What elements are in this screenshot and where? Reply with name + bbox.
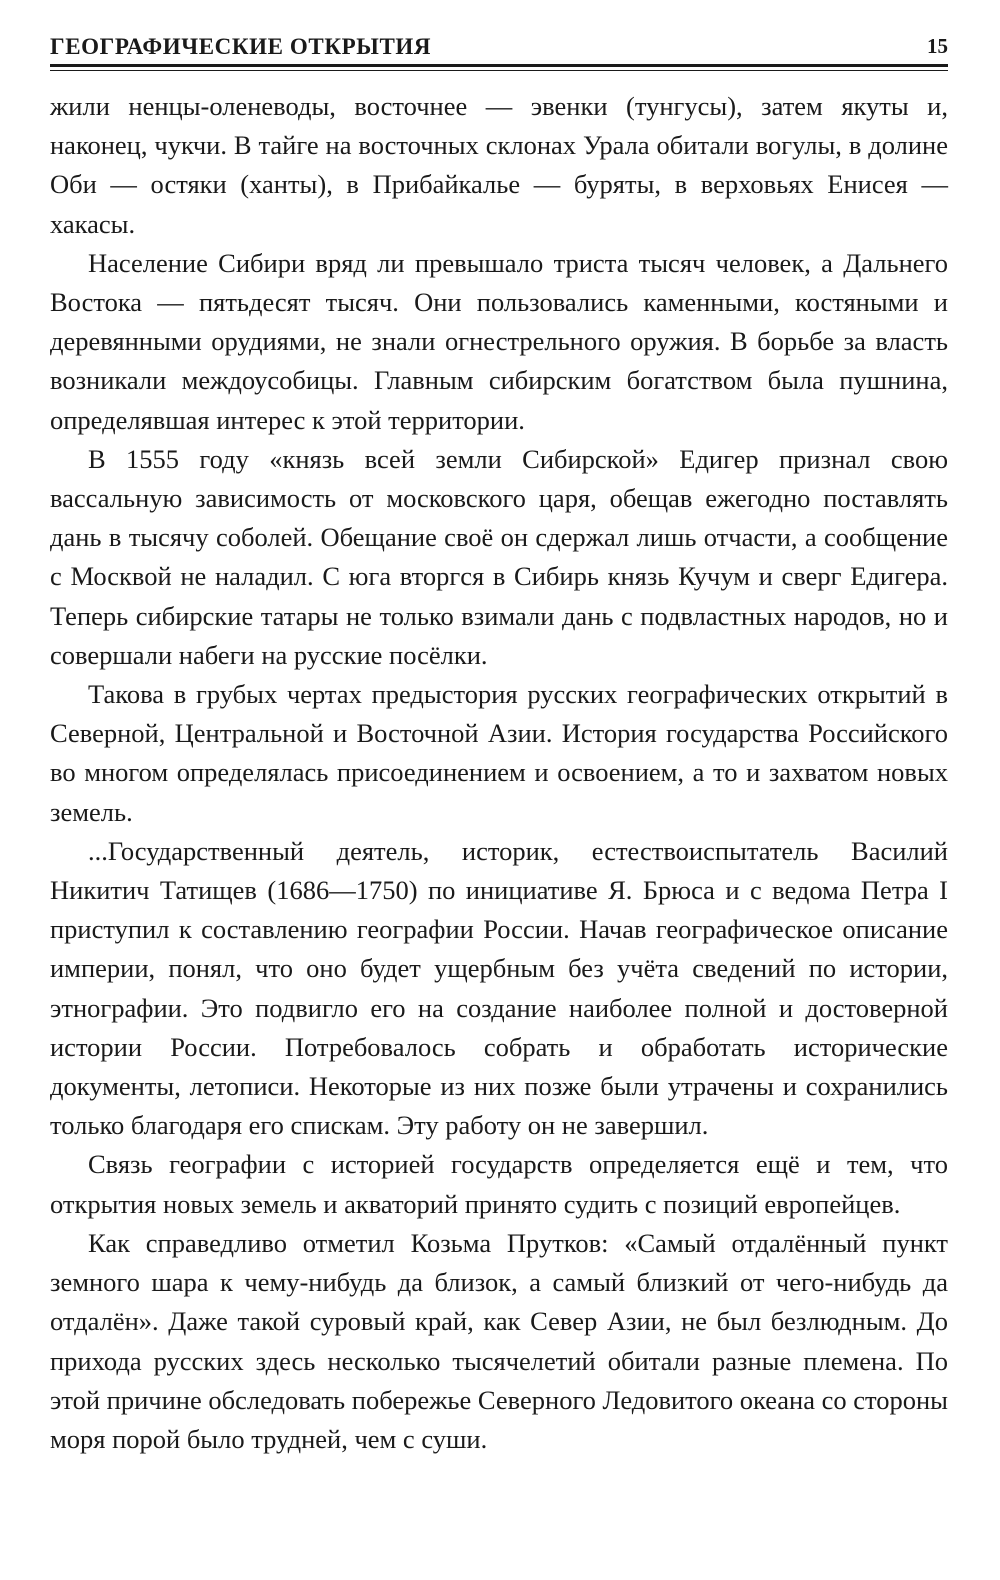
paragraph: Связь географии с историей государств определяется ещё и тем, что открытия новых земель и акваторий принято судить с позиций европейцев. [50,1149,948,1219]
header-rule-thin [50,70,948,71]
body-text [50,87,948,1459]
paragraph: Население Сибири вряд ли превышало триста тысяч человек, а Дальнего Востока — пятьдесят тысяч. Они пользовались каменными, костяными и деревянными орудиями, не знали огнестрельного оружия. В борьбе за власть возникали междоусобицы. Главным сибирским богатством была пушнина, определявшая интерес к этой территории. [50,247,948,435]
paragraph-continued: жили ненцы-оленеводы, восточнее — эвенки (тунгусы), затем якуты и, наконец, чукчи. В тайге на восточных склонах Урала обитали вогулы, в долине Оби — остяки (ханты), в Прибайкалье — буряты, в верховьях Енисея — хакасы. [50,91,948,239]
paragraph: Как справедливо отметил Козьма Прутков: «Самый отдалённый пункт земного шара к чему-нибудь да близок, а самый близкий от чего-нибудь да отдалён». Даже такой суровый край, как Север Азии, не был безлюдным. До прихода русских здесь несколько тысячелетий обитали разные племена. По этой причине обследовать побережье Северного Ледовитого океана со стороны моря порой было трудней, чем с суши. [50,1227,948,1454]
paragraph: Такова в грубых чертах предыстория русских географических открытий в Северной, Центральной и Восточной Азии. История государства Российского во многом определялась присоединением и освоением, а то и захватом новых земель. [50,679,948,827]
page-number: 15 [927,34,948,58]
running-head [50,26,948,62]
paragraph: В 1555 году «князь всей земли Сибирской» Едигер признал свою вассальную зависимость от московского царя, обещав ежегодно поставлять дань в тысячу соболей. Обещание своё он сдержал лишь отчасти, а сообщение с Москвой не наладил. С юга вторгся в Сибирь князь Кучум и сверг Едигера. Теперь сибирские татары не только взимали дань с подвластных народов, но и совершали набеги на русские посёлки. [50,443,948,670]
header-rule-thick [50,64,948,67]
section-title: ГЕОГРАФИЧЕСКИЕ ОТКРЫТИЯ [50,34,432,59]
paragraph: ...Государственный деятель, историк, естествоиспытатель Василий Никитич Татищев (1686—1750) по инициативе Я. Брюса и с ведома Петра I приступил к составлению географии России. Начав географическое описание империи, понял, что оно будет ущербным без учёта сведений по истории, этнографии. Это подвигло его на создание наиболее полной и достоверной истории России. Потребовалось собрать и обработать исторические документы, летописи. Некоторые из них позже были утрачены и сохранились только благодаря его спискам. Эту работу он не завершил. [50,835,948,1141]
